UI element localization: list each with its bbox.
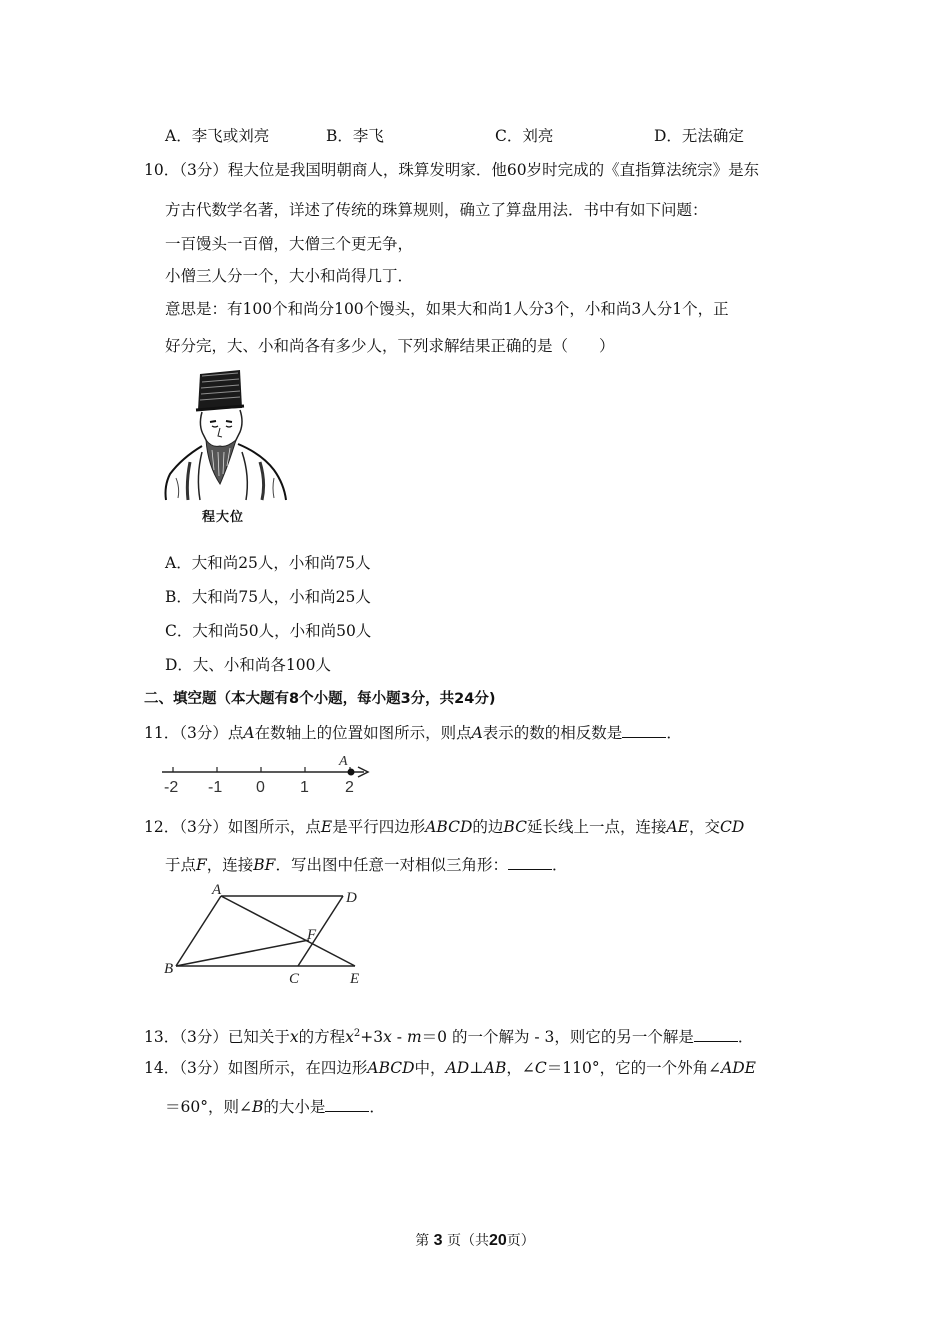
q12-text-3: 的边	[472, 818, 504, 836]
tick-label-0: 0	[256, 779, 265, 796]
q10-number: 10．	[144, 161, 180, 179]
q10-option-b: B．大和尚75人，小和尚25人	[165, 588, 371, 606]
q13-text-1: 已知关于	[227, 1028, 290, 1047]
q9-option-a: A．李飞或刘亮	[165, 127, 270, 145]
footer-suffix: 页）	[506, 1233, 535, 1249]
q10-line-1	[144, 160, 759, 180]
q10-poem-2: 小僧三人分一个，大小和尚得几丁．	[165, 267, 414, 285]
q10-line-2: 方古代数学名著，详述了传统的珠算规则，确立了算盘用法．书中有如下问题：	[165, 201, 708, 219]
portrait-figure	[162, 366, 290, 526]
footer-prefix: 第	[415, 1233, 430, 1249]
q13-exponent: 2	[353, 1028, 361, 1039]
q14-text-1: 如图所示，在四边形	[227, 1059, 368, 1077]
q12-text-8: ．写出图中任意一对相似三角形：	[275, 856, 508, 874]
q14-text-6: 的大小是	[263, 1098, 326, 1116]
footer-middle: 页（共	[447, 1233, 489, 1249]
q14-var-abcd: ABCD	[367, 1059, 415, 1077]
q14-var-b: B	[251, 1098, 264, 1116]
q14-text-4: ＝110°，它的一个外角∠	[546, 1059, 722, 1077]
q12-end: ．	[551, 856, 568, 874]
q14-answer-blank[interactable]	[325, 1097, 369, 1112]
q12-number: 12．	[144, 818, 180, 836]
q12-line-1	[144, 817, 744, 837]
q11-text-a: 点	[227, 724, 244, 742]
q10-option-d: D．大、小和尚各100人	[165, 656, 332, 674]
q13-line	[144, 1024, 753, 1047]
portrait-image	[162, 366, 290, 526]
q14-var-ad: AD	[445, 1059, 470, 1077]
parallelogram-figure	[158, 880, 378, 990]
q13-minus: -	[391, 1028, 407, 1047]
q12-text-6: 于点	[165, 856, 197, 874]
q11-text-c: 表示的数的相反数是	[482, 724, 623, 742]
footer-total-pages: 20	[489, 1232, 507, 1249]
vertex-a-label: A	[212, 882, 222, 898]
portrait-caption: 程大位	[202, 510, 245, 525]
section-2-title: 二、填空题（本大题有8个小题，每小题3分，共24分)	[144, 691, 496, 707]
vertex-e-label: E	[350, 971, 360, 987]
q10-meaning-1: 意思是：有100个和尚分100个馒头，如果大和尚1人分3个，小和尚3人分1个，正	[165, 300, 729, 318]
point-a-label: A	[339, 754, 348, 769]
q12-text-7: ，连接	[206, 856, 254, 874]
q13-text-2: 的方程	[298, 1028, 346, 1047]
q10-option-c: C．大和尚50人，小和尚50人	[165, 622, 372, 640]
q14-line-1	[144, 1058, 756, 1078]
q14-var-c: C	[534, 1059, 547, 1077]
q12-var-bf: BF	[253, 856, 276, 874]
q12-answer-blank[interactable]	[508, 855, 552, 870]
tick-label-2: 2	[345, 779, 354, 796]
tick-label-neg1: -1	[208, 779, 223, 796]
q11-var-a-2: A	[471, 724, 483, 742]
number-line-figure	[158, 752, 378, 798]
q11-text-b: 在数轴上的位置如图所示，则点	[254, 724, 472, 742]
q13-answer-blank[interactable]	[694, 1027, 738, 1042]
vertex-b-label: B	[164, 961, 174, 977]
q10-meaning-2: 好分完，大、小和尚各有多少人，下列求解结果正确的是（ ）	[165, 337, 615, 355]
q14-text-5: ＝60°，则∠	[165, 1098, 252, 1116]
q13-var-m: m	[406, 1028, 422, 1047]
q12-var-cd: CD	[720, 818, 745, 836]
q11-line	[144, 723, 682, 743]
q11-var-a: A	[243, 724, 255, 742]
q13-var-x-3: x	[383, 1028, 392, 1047]
q12-var-e: E	[320, 818, 333, 836]
page-footer	[0, 1230, 950, 1250]
parallelogram-diagram	[158, 880, 378, 990]
q14-var-ab: AB	[483, 1059, 507, 1077]
q11-end: ．	[666, 724, 682, 742]
q14-number: 14．	[144, 1059, 180, 1077]
q13-text-4: ＝0 的一个解为 - 3，则它的另一个解是	[421, 1028, 694, 1047]
q9-option-c: C．刘亮	[495, 127, 554, 145]
q12-line-2	[165, 855, 567, 875]
q12-var-f: F	[196, 856, 207, 874]
q9-option-d: D．无法确定	[654, 127, 744, 145]
q12-text-1: 如图所示，点	[227, 818, 321, 836]
q13-end: ．	[737, 1028, 754, 1047]
tick-label-1: 1	[300, 779, 309, 796]
q12-text-2: 是平行四边形	[332, 818, 426, 836]
q12-var-ae: AE	[666, 818, 689, 836]
tick-label-neg2: -2	[164, 779, 179, 796]
q10-poem-1: 一百馒头一百僧，大僧三个更无争，	[165, 235, 414, 253]
q13-var-x: x	[289, 1028, 299, 1047]
q11-answer-blank[interactable]	[622, 723, 666, 738]
q11-number: 11．	[144, 724, 180, 742]
vertex-f-label: F	[307, 927, 317, 943]
q10-text-1: 程大位是我国明朝商人，珠算发明家．他60岁时完成的《直指算法统宗》是东	[227, 161, 760, 179]
q13-text-3: +3	[360, 1028, 384, 1047]
q14-score: （3分）	[179, 1059, 228, 1077]
q14-perp-symbol: ⊥	[469, 1059, 484, 1077]
vertex-c-label: C	[289, 971, 300, 987]
q9-option-b: B．李飞	[326, 127, 384, 145]
q13-var-x-2: x	[345, 1028, 354, 1047]
q12-text-5: ，交	[688, 818, 720, 836]
q13-score: （3分）	[179, 1028, 228, 1047]
q12-score: （3分）	[179, 818, 228, 836]
vertex-d-label: D	[346, 890, 357, 906]
q14-line-2	[165, 1097, 385, 1117]
q14-text-3: ，∠	[506, 1059, 535, 1077]
q10-score: （3分）	[179, 161, 228, 179]
q12-var-bc: BC	[503, 818, 527, 836]
number-line	[158, 752, 378, 798]
footer-page-number: 3	[433, 1232, 443, 1249]
q12-text-4: 延长线上一点，连接	[526, 818, 667, 836]
q14-var-ade: ADE	[721, 1059, 756, 1077]
q12-var-abcd: ABCD	[425, 818, 473, 836]
q14-text-2: 中，	[414, 1059, 446, 1077]
q14-end: ．	[369, 1098, 385, 1116]
q13-number: 13．	[144, 1028, 180, 1047]
q11-score: （3分）	[179, 724, 228, 742]
q10-option-a: A．大和尚25人，小和尚75人	[165, 554, 371, 572]
